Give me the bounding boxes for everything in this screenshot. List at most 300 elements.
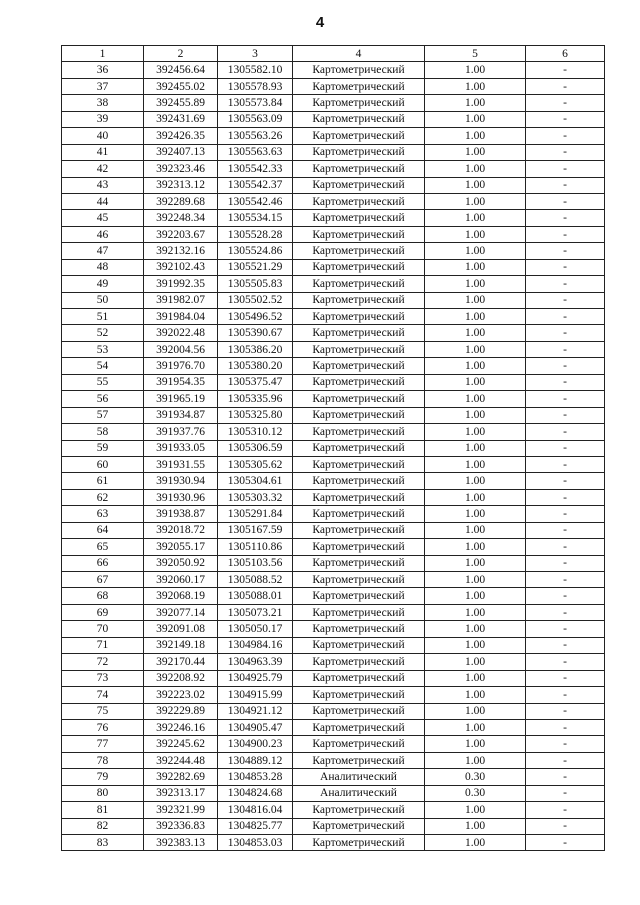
note-cell: - — [526, 752, 605, 768]
accuracy-cell: 1.00 — [425, 259, 526, 275]
y-coordinate-cell: 1305534.15 — [218, 210, 293, 226]
x-coordinate-cell: 392456.64 — [144, 62, 218, 78]
x-coordinate-cell: 391931.55 — [144, 456, 218, 472]
table-row — [62, 555, 605, 571]
method-cell: Картометрический — [293, 177, 425, 193]
x-coordinate-cell: 392149.18 — [144, 637, 218, 653]
table-row — [62, 341, 605, 357]
note-cell: - — [526, 539, 605, 555]
method-cell: Картометрический — [293, 391, 425, 407]
column-header: 1 — [62, 46, 144, 62]
x-coordinate-cell: 392336.83 — [144, 818, 218, 834]
accuracy-cell: 1.00 — [425, 637, 526, 653]
note-cell: - — [526, 210, 605, 226]
point-number-cell: 43 — [62, 177, 144, 193]
point-number-cell: 69 — [62, 604, 144, 620]
y-coordinate-cell: 1305310.12 — [218, 424, 293, 440]
point-number-cell: 55 — [62, 374, 144, 390]
accuracy-cell: 1.00 — [425, 604, 526, 620]
table-row — [62, 588, 605, 604]
table-row — [62, 621, 605, 637]
point-number-cell: 62 — [62, 489, 144, 505]
y-coordinate-cell: 1305563.26 — [218, 128, 293, 144]
y-coordinate-cell: 1304853.03 — [218, 835, 293, 851]
x-coordinate-cell: 392068.19 — [144, 588, 218, 604]
y-coordinate-cell: 1305573.84 — [218, 95, 293, 111]
note-cell: - — [526, 292, 605, 308]
y-coordinate-cell: 1305524.86 — [218, 243, 293, 259]
table-row — [62, 424, 605, 440]
accuracy-cell: 1.00 — [425, 276, 526, 292]
y-coordinate-cell: 1305563.63 — [218, 144, 293, 160]
x-coordinate-cell: 391938.87 — [144, 506, 218, 522]
table-row — [62, 670, 605, 686]
table-row — [62, 374, 605, 390]
y-coordinate-cell: 1305563.09 — [218, 111, 293, 127]
accuracy-cell: 1.00 — [425, 506, 526, 522]
column-header: 6 — [526, 46, 605, 62]
accuracy-cell: 1.00 — [425, 407, 526, 423]
accuracy-cell: 1.00 — [425, 752, 526, 768]
method-cell: Картометрический — [293, 111, 425, 127]
y-coordinate-cell: 1305050.17 — [218, 621, 293, 637]
method-cell: Картометрический — [293, 95, 425, 111]
table-row — [62, 522, 605, 538]
point-number-cell: 41 — [62, 144, 144, 160]
table-row — [62, 489, 605, 505]
method-cell: Картометрический — [293, 687, 425, 703]
note-cell: - — [526, 374, 605, 390]
method-cell: Картометрический — [293, 276, 425, 292]
y-coordinate-cell: 1304921.12 — [218, 703, 293, 719]
x-coordinate-cell: 392060.17 — [144, 572, 218, 588]
x-coordinate-cell: 392102.43 — [144, 259, 218, 275]
point-number-cell: 74 — [62, 687, 144, 703]
table-row — [62, 111, 605, 127]
accuracy-cell: 1.00 — [425, 440, 526, 456]
accuracy-cell: 1.00 — [425, 473, 526, 489]
note-cell: - — [526, 506, 605, 522]
table-row — [62, 210, 605, 226]
point-number-cell: 61 — [62, 473, 144, 489]
accuracy-cell: 1.00 — [425, 95, 526, 111]
note-cell: - — [526, 572, 605, 588]
note-cell: - — [526, 456, 605, 472]
y-coordinate-cell: 1305304.61 — [218, 473, 293, 489]
accuracy-cell: 1.00 — [425, 687, 526, 703]
method-cell: Аналитический — [293, 785, 425, 801]
table-row — [62, 276, 605, 292]
table-row — [62, 243, 605, 259]
point-number-cell: 57 — [62, 407, 144, 423]
x-coordinate-cell: 392018.72 — [144, 522, 218, 538]
x-coordinate-cell: 392022.48 — [144, 325, 218, 341]
point-number-cell: 65 — [62, 539, 144, 555]
note-cell: - — [526, 243, 605, 259]
point-number-cell: 59 — [62, 440, 144, 456]
accuracy-cell: 1.00 — [425, 128, 526, 144]
table-row — [62, 407, 605, 423]
accuracy-cell: 1.00 — [425, 555, 526, 571]
accuracy-cell: 1.00 — [425, 78, 526, 94]
x-coordinate-cell: 392282.69 — [144, 769, 218, 785]
table-row — [62, 473, 605, 489]
accuracy-cell: 1.00 — [425, 193, 526, 209]
accuracy-cell: 1.00 — [425, 719, 526, 735]
method-cell: Картометрический — [293, 243, 425, 259]
note-cell: - — [526, 226, 605, 242]
column-header: 4 — [293, 46, 425, 62]
note-cell: - — [526, 489, 605, 505]
table-row — [62, 506, 605, 522]
note-cell: - — [526, 769, 605, 785]
x-coordinate-cell: 392091.08 — [144, 621, 218, 637]
y-coordinate-cell: 1305167.59 — [218, 522, 293, 538]
accuracy-cell: 1.00 — [425, 621, 526, 637]
accuracy-cell: 1.00 — [425, 309, 526, 325]
x-coordinate-cell: 392289.68 — [144, 193, 218, 209]
note-cell: - — [526, 687, 605, 703]
table-row — [62, 78, 605, 94]
table-row — [62, 637, 605, 653]
point-number-cell: 37 — [62, 78, 144, 94]
accuracy-cell: 1.00 — [425, 572, 526, 588]
point-number-cell: 76 — [62, 719, 144, 735]
table-row — [62, 358, 605, 374]
note-cell: - — [526, 259, 605, 275]
x-coordinate-cell: 392455.02 — [144, 78, 218, 94]
method-cell: Картометрический — [293, 358, 425, 374]
note-cell: - — [526, 522, 605, 538]
table-row — [62, 604, 605, 620]
method-cell: Картометрический — [293, 835, 425, 851]
point-number-cell: 64 — [62, 522, 144, 538]
accuracy-cell: 1.00 — [425, 161, 526, 177]
table-row — [62, 802, 605, 818]
method-cell: Картометрический — [293, 736, 425, 752]
note-cell: - — [526, 161, 605, 177]
table-row — [62, 161, 605, 177]
accuracy-cell: 0.30 — [425, 785, 526, 801]
point-number-cell: 71 — [62, 637, 144, 653]
point-number-cell: 66 — [62, 555, 144, 571]
y-coordinate-cell: 1304915.99 — [218, 687, 293, 703]
x-coordinate-cell: 392321.99 — [144, 802, 218, 818]
accuracy-cell: 1.00 — [425, 522, 526, 538]
x-coordinate-cell: 391954.35 — [144, 374, 218, 390]
y-coordinate-cell: 1305386.20 — [218, 341, 293, 357]
method-cell: Картометрический — [293, 555, 425, 571]
note-cell: - — [526, 193, 605, 209]
point-number-cell: 54 — [62, 358, 144, 374]
y-coordinate-cell: 1304963.39 — [218, 654, 293, 670]
point-number-cell: 79 — [62, 769, 144, 785]
accuracy-cell: 1.00 — [425, 703, 526, 719]
point-number-cell: 40 — [62, 128, 144, 144]
x-coordinate-cell: 392431.69 — [144, 111, 218, 127]
accuracy-cell: 1.00 — [425, 374, 526, 390]
method-cell: Картометрический — [293, 572, 425, 588]
point-number-cell: 51 — [62, 309, 144, 325]
y-coordinate-cell: 1305110.86 — [218, 539, 293, 555]
accuracy-cell: 1.00 — [425, 358, 526, 374]
table-body — [62, 62, 605, 851]
x-coordinate-cell: 392050.92 — [144, 555, 218, 571]
y-coordinate-cell: 1305325.80 — [218, 407, 293, 423]
accuracy-cell: 1.00 — [425, 654, 526, 670]
y-coordinate-cell: 1305380.20 — [218, 358, 293, 374]
method-cell: Картометрический — [293, 506, 425, 522]
x-coordinate-cell: 392170.44 — [144, 654, 218, 670]
accuracy-cell: 1.00 — [425, 424, 526, 440]
x-coordinate-cell: 391937.76 — [144, 424, 218, 440]
x-coordinate-cell: 392055.17 — [144, 539, 218, 555]
method-cell: Картометрический — [293, 539, 425, 555]
table-row — [62, 572, 605, 588]
note-cell: - — [526, 588, 605, 604]
accuracy-cell: 1.00 — [425, 539, 526, 555]
x-coordinate-cell: 392004.56 — [144, 341, 218, 357]
point-number-cell: 60 — [62, 456, 144, 472]
note-cell: - — [526, 78, 605, 94]
point-number-cell: 45 — [62, 210, 144, 226]
y-coordinate-cell: 1305582.10 — [218, 62, 293, 78]
table-row — [62, 95, 605, 111]
method-cell: Картометрический — [293, 719, 425, 735]
table-row — [62, 292, 605, 308]
point-number-cell: 38 — [62, 95, 144, 111]
x-coordinate-cell: 392077.14 — [144, 604, 218, 620]
method-cell: Аналитический — [293, 769, 425, 785]
x-coordinate-cell: 392313.12 — [144, 177, 218, 193]
y-coordinate-cell: 1305542.46 — [218, 193, 293, 209]
accuracy-cell: 1.00 — [425, 325, 526, 341]
point-number-cell: 77 — [62, 736, 144, 752]
table-row — [62, 440, 605, 456]
point-number-cell: 67 — [62, 572, 144, 588]
point-number-cell: 63 — [62, 506, 144, 522]
point-number-cell: 42 — [62, 161, 144, 177]
x-coordinate-cell: 392229.89 — [144, 703, 218, 719]
accuracy-cell: 1.00 — [425, 391, 526, 407]
y-coordinate-cell: 1305505.83 — [218, 276, 293, 292]
table-header-row — [62, 46, 605, 62]
x-coordinate-cell: 391982.07 — [144, 292, 218, 308]
accuracy-cell: 1.00 — [425, 177, 526, 193]
method-cell: Картометрический — [293, 78, 425, 94]
table-row — [62, 391, 605, 407]
accuracy-cell: 0.30 — [425, 769, 526, 785]
y-coordinate-cell: 1305291.84 — [218, 506, 293, 522]
x-coordinate-cell: 391933.05 — [144, 440, 218, 456]
method-cell: Картометрический — [293, 161, 425, 177]
accuracy-cell: 1.00 — [425, 835, 526, 851]
x-coordinate-cell: 391976.70 — [144, 358, 218, 374]
y-coordinate-cell: 1305542.37 — [218, 177, 293, 193]
y-coordinate-cell: 1304900.23 — [218, 736, 293, 752]
y-coordinate-cell: 1304984.16 — [218, 637, 293, 653]
method-cell: Картометрический — [293, 654, 425, 670]
method-cell: Картометрический — [293, 374, 425, 390]
note-cell: - — [526, 95, 605, 111]
table-row — [62, 177, 605, 193]
method-cell: Картометрический — [293, 588, 425, 604]
y-coordinate-cell: 1305390.67 — [218, 325, 293, 341]
table-row — [62, 835, 605, 851]
point-number-cell: 46 — [62, 226, 144, 242]
x-coordinate-cell: 391965.19 — [144, 391, 218, 407]
table-row — [62, 687, 605, 703]
method-cell: Картометрический — [293, 325, 425, 341]
x-coordinate-cell: 392208.92 — [144, 670, 218, 686]
accuracy-cell: 1.00 — [425, 62, 526, 78]
table-row — [62, 309, 605, 325]
point-number-cell: 78 — [62, 752, 144, 768]
method-cell: Картометрический — [293, 193, 425, 209]
y-coordinate-cell: 1304889.12 — [218, 752, 293, 768]
accuracy-cell: 1.00 — [425, 588, 526, 604]
table-row — [62, 226, 605, 242]
method-cell: Картометрический — [293, 818, 425, 834]
note-cell: - — [526, 604, 605, 620]
accuracy-cell: 1.00 — [425, 736, 526, 752]
table-row — [62, 456, 605, 472]
note-cell: - — [526, 736, 605, 752]
y-coordinate-cell: 1304825.77 — [218, 818, 293, 834]
y-coordinate-cell: 1305305.62 — [218, 456, 293, 472]
method-cell: Картометрический — [293, 752, 425, 768]
note-cell: - — [526, 670, 605, 686]
accuracy-cell: 1.00 — [425, 292, 526, 308]
accuracy-cell: 1.00 — [425, 456, 526, 472]
note-cell: - — [526, 424, 605, 440]
page-number: 4 — [315, 14, 325, 31]
table-row — [62, 818, 605, 834]
point-number-cell: 36 — [62, 62, 144, 78]
x-coordinate-cell: 391992.35 — [144, 276, 218, 292]
method-cell: Картометрический — [293, 522, 425, 538]
method-cell: Картометрический — [293, 440, 425, 456]
accuracy-cell: 1.00 — [425, 226, 526, 242]
note-cell: - — [526, 785, 605, 801]
x-coordinate-cell: 392383.13 — [144, 835, 218, 851]
column-header: 3 — [218, 46, 293, 62]
method-cell: Картометрический — [293, 703, 425, 719]
note-cell: - — [526, 309, 605, 325]
x-coordinate-cell: 392426.35 — [144, 128, 218, 144]
method-cell: Картометрический — [293, 802, 425, 818]
method-cell: Картометрический — [293, 489, 425, 505]
note-cell: - — [526, 341, 605, 357]
note-cell: - — [526, 144, 605, 160]
note-cell: - — [526, 719, 605, 735]
note-cell: - — [526, 62, 605, 78]
method-cell: Картометрический — [293, 424, 425, 440]
method-cell: Картометрический — [293, 473, 425, 489]
method-cell: Картометрический — [293, 210, 425, 226]
x-coordinate-cell: 391930.96 — [144, 489, 218, 505]
method-cell: Картометрический — [293, 604, 425, 620]
column-header: 2 — [144, 46, 218, 62]
point-number-cell: 49 — [62, 276, 144, 292]
x-coordinate-cell: 392323.46 — [144, 161, 218, 177]
method-cell: Картометрический — [293, 259, 425, 275]
method-cell: Картометрический — [293, 128, 425, 144]
table-row — [62, 769, 605, 785]
table-row — [62, 654, 605, 670]
note-cell: - — [526, 473, 605, 489]
y-coordinate-cell: 1304853.28 — [218, 769, 293, 785]
note-cell: - — [526, 177, 605, 193]
accuracy-cell: 1.00 — [425, 243, 526, 259]
x-coordinate-cell: 392132.16 — [144, 243, 218, 259]
table-row — [62, 752, 605, 768]
point-number-cell: 44 — [62, 193, 144, 209]
y-coordinate-cell: 1305335.96 — [218, 391, 293, 407]
point-number-cell: 52 — [62, 325, 144, 341]
note-cell: - — [526, 654, 605, 670]
table-row — [62, 539, 605, 555]
note-cell: - — [526, 407, 605, 423]
method-cell: Картометрический — [293, 341, 425, 357]
table-row — [62, 193, 605, 209]
coordinates-table — [61, 45, 605, 851]
point-number-cell: 83 — [62, 835, 144, 851]
y-coordinate-cell: 1304925.79 — [218, 670, 293, 686]
x-coordinate-cell: 392246.16 — [144, 719, 218, 735]
method-cell: Картометрический — [293, 407, 425, 423]
x-coordinate-cell: 392244.48 — [144, 752, 218, 768]
point-number-cell: 50 — [62, 292, 144, 308]
y-coordinate-cell: 1305103.56 — [218, 555, 293, 571]
table-row — [62, 325, 605, 341]
method-cell: Картометрический — [293, 456, 425, 472]
note-cell: - — [526, 818, 605, 834]
point-number-cell: 75 — [62, 703, 144, 719]
x-coordinate-cell: 392455.89 — [144, 95, 218, 111]
y-coordinate-cell: 1305578.93 — [218, 78, 293, 94]
y-coordinate-cell: 1305088.52 — [218, 572, 293, 588]
note-cell: - — [526, 440, 605, 456]
y-coordinate-cell: 1304905.47 — [218, 719, 293, 735]
x-coordinate-cell: 391930.94 — [144, 473, 218, 489]
accuracy-cell: 1.00 — [425, 144, 526, 160]
method-cell: Картометрический — [293, 292, 425, 308]
table-row — [62, 128, 605, 144]
table-row — [62, 144, 605, 160]
method-cell: Картометрический — [293, 62, 425, 78]
method-cell: Картометрический — [293, 309, 425, 325]
point-number-cell: 47 — [62, 243, 144, 259]
y-coordinate-cell: 1304824.68 — [218, 785, 293, 801]
x-coordinate-cell: 392245.62 — [144, 736, 218, 752]
point-number-cell: 72 — [62, 654, 144, 670]
method-cell: Картометрический — [293, 670, 425, 686]
table-row — [62, 719, 605, 735]
accuracy-cell: 1.00 — [425, 818, 526, 834]
point-number-cell: 58 — [62, 424, 144, 440]
note-cell: - — [526, 555, 605, 571]
y-coordinate-cell: 1305303.32 — [218, 489, 293, 505]
x-coordinate-cell: 392313.17 — [144, 785, 218, 801]
y-coordinate-cell: 1305521.29 — [218, 259, 293, 275]
note-cell: - — [526, 276, 605, 292]
table-row — [62, 703, 605, 719]
table-row — [62, 259, 605, 275]
method-cell: Картометрический — [293, 637, 425, 653]
y-coordinate-cell: 1305073.21 — [218, 604, 293, 620]
y-coordinate-cell: 1304816.04 — [218, 802, 293, 818]
